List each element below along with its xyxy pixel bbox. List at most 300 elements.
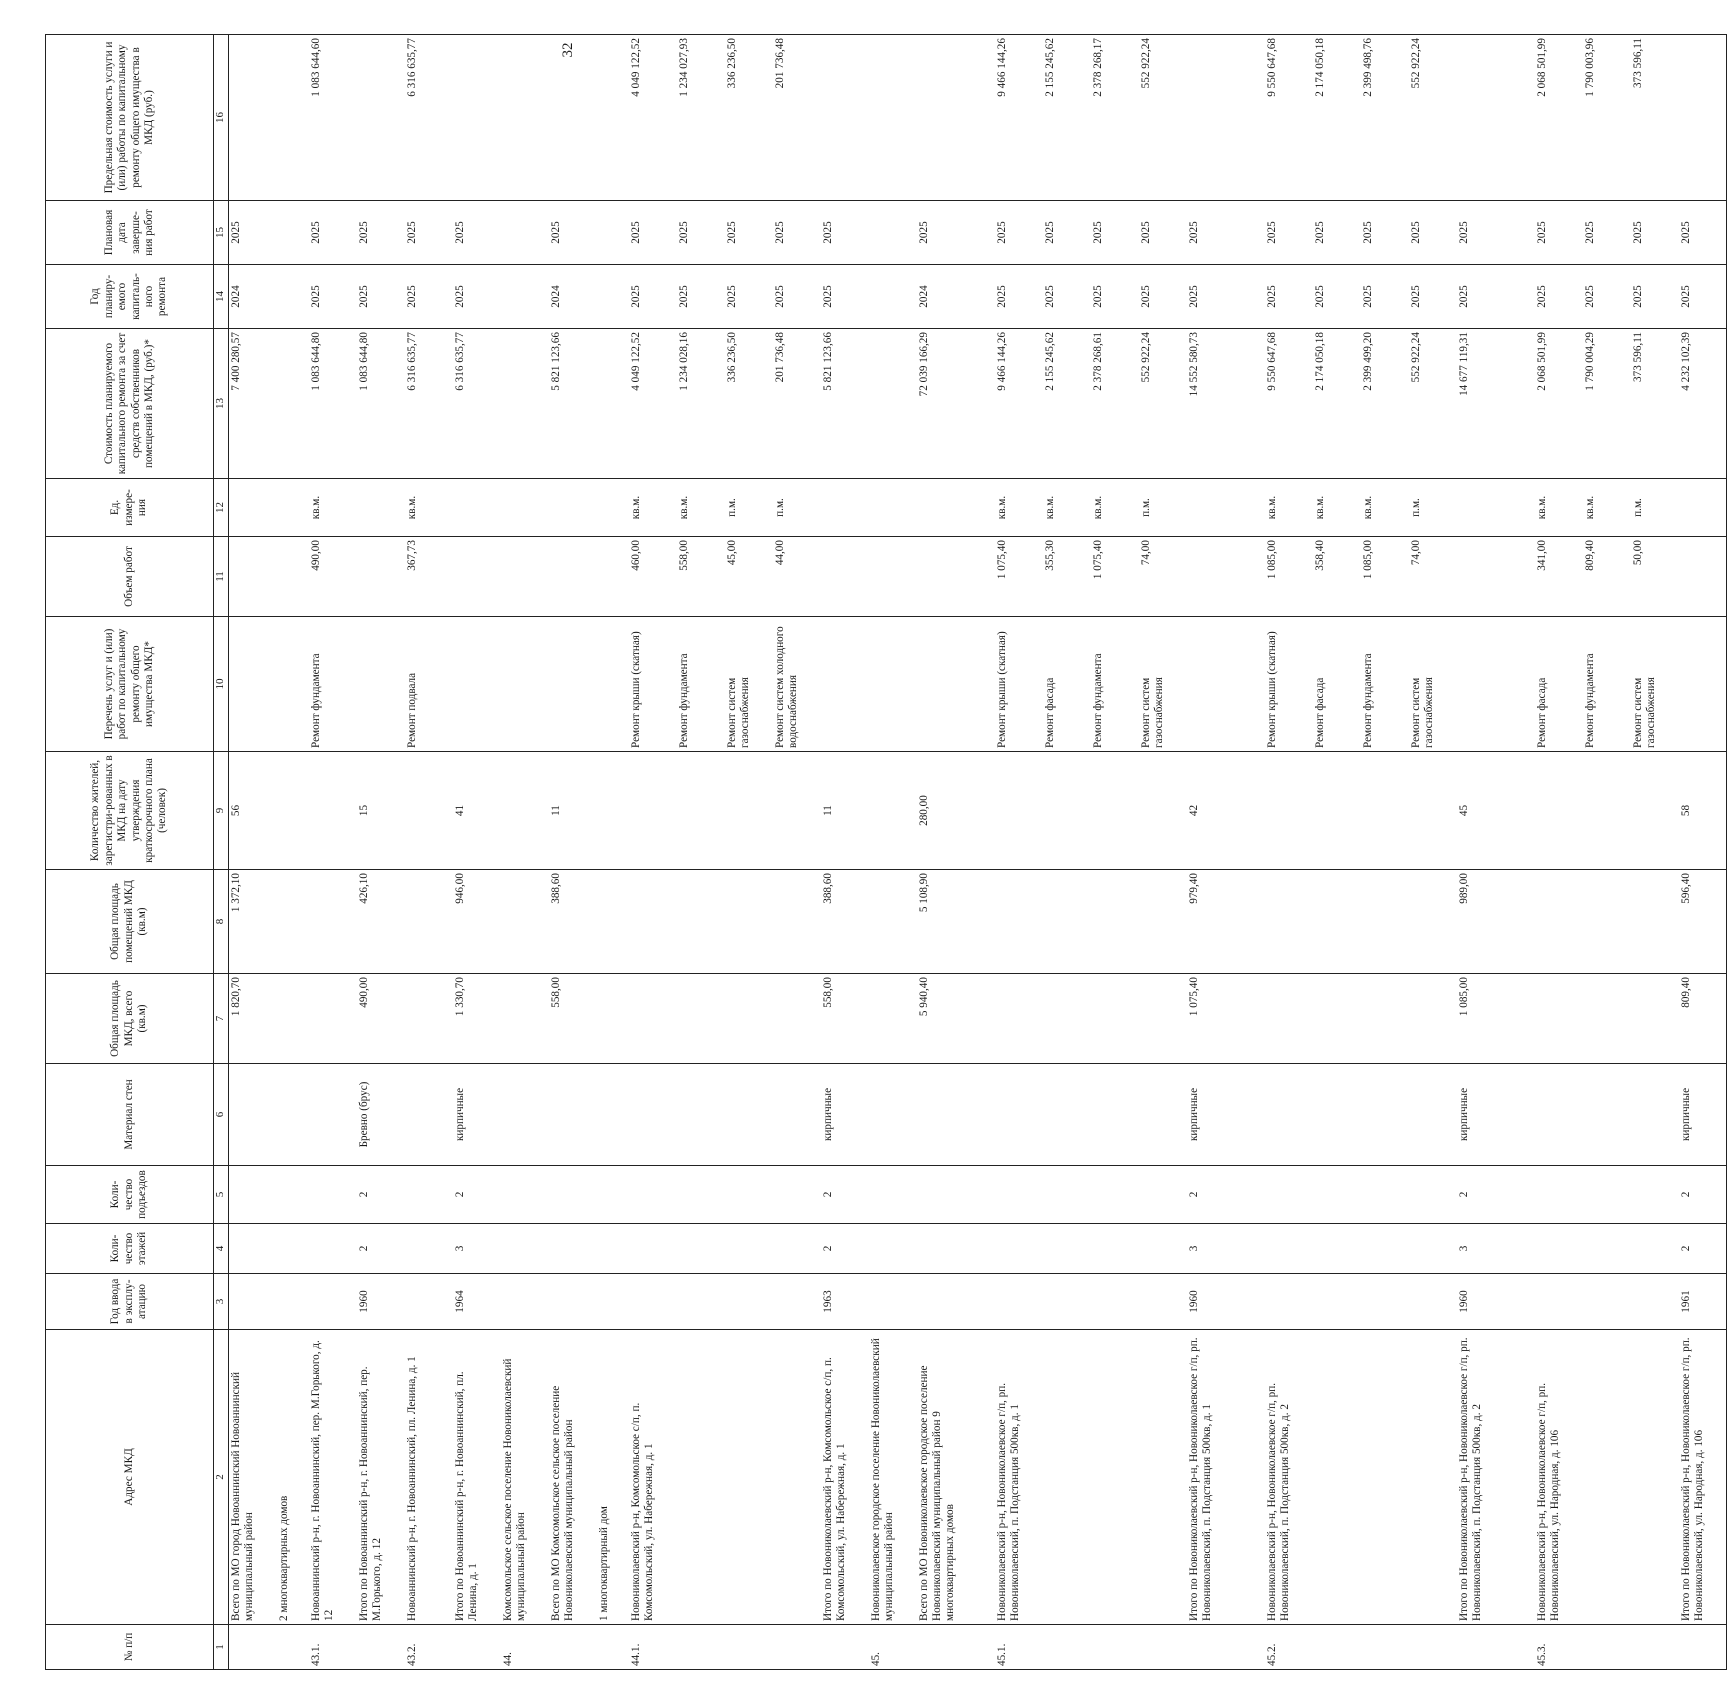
- cell-col-15: 2025: [1457, 201, 1535, 265]
- cell-col-3: [677, 1274, 725, 1330]
- cell-col-5: 2: [1457, 1166, 1535, 1224]
- cell-col-2: Комсомольское сельское поселение Новониколаевский муниципальный район: [501, 1330, 549, 1625]
- cell-col-8: [869, 870, 917, 974]
- cell-col-4: [1535, 1224, 1583, 1274]
- cell-col-9: [597, 752, 629, 870]
- column-number: 6: [214, 1064, 229, 1166]
- column-number: 16: [214, 35, 229, 201]
- cell-col-1: 45.3.: [1535, 1625, 1583, 1670]
- cell-col-10: [869, 617, 917, 752]
- cell-col-7: [1535, 974, 1583, 1064]
- cell-col-11: 1 075,40: [995, 537, 1043, 617]
- table-row: [917, 35, 995, 1670]
- cell-col-1: [453, 1625, 501, 1670]
- cell-col-6: [917, 1064, 995, 1166]
- table-row: [453, 35, 501, 1670]
- cell-col-8: 979,40: [1187, 870, 1265, 974]
- cell-col-6: [995, 1064, 1043, 1166]
- cell-col-4: [405, 1224, 453, 1274]
- cell-col-14: [597, 265, 629, 329]
- cell-col-1: 44.: [501, 1625, 549, 1670]
- cell-col-14: 2025: [1679, 265, 1727, 329]
- cell-col-13: 4 232 102,39: [1679, 329, 1727, 479]
- cell-col-13: 2 378 268,61: [1091, 329, 1139, 479]
- cell-col-7: [501, 974, 549, 1064]
- cell-col-10: Ремонт систем газоснабжения: [1139, 617, 1187, 752]
- cell-col-3: [725, 1274, 773, 1330]
- cell-col-12: п.м.: [773, 479, 821, 537]
- cell-col-2: Новониколаевский р-н, Новониколаевское г/п, рп. Новониколаевский, п. Подстанция 500кв, д. 2: [1265, 1330, 1313, 1625]
- table-row: [1679, 35, 1727, 1670]
- cell-col-3: [597, 1274, 629, 1330]
- cell-col-6: [1265, 1064, 1313, 1166]
- cell-col-5: 2: [821, 1166, 869, 1224]
- cell-col-15: 2025: [1361, 201, 1409, 265]
- cell-col-15: 2025: [1679, 201, 1727, 265]
- cell-col-4: [277, 1224, 309, 1274]
- cell-col-6: [629, 1064, 677, 1166]
- cell-col-3: [549, 1274, 597, 1330]
- table-row: [277, 35, 309, 1670]
- cell-col-9: [277, 752, 309, 870]
- table-row: [1535, 35, 1583, 1670]
- cell-col-14: 2025: [773, 265, 821, 329]
- cell-col-14: 2025: [1361, 265, 1409, 329]
- cell-col-10: Ремонт фасада: [1313, 617, 1361, 752]
- table-row: [1361, 35, 1409, 1670]
- column-header: Перечень услуг и (или) работ по капитальному ремонту общего имущества МКД*: [46, 617, 214, 752]
- table-row: [725, 35, 773, 1670]
- cell-col-11: 50,00: [1631, 537, 1679, 617]
- cell-col-13: 14 677 119,31: [1457, 329, 1535, 479]
- cell-col-6: [1583, 1064, 1631, 1166]
- cell-col-1: [229, 1625, 277, 1670]
- cell-col-6: [549, 1064, 597, 1166]
- column-number: 5: [214, 1166, 229, 1224]
- cell-col-12: п.м.: [1631, 479, 1679, 537]
- cell-col-10: Ремонт фасада: [1043, 617, 1091, 752]
- cell-col-5: [1535, 1166, 1583, 1224]
- cell-col-8: [1535, 870, 1583, 974]
- cell-col-3: [405, 1274, 453, 1330]
- cell-col-14: [501, 265, 549, 329]
- cell-col-13: 7 400 280,57: [229, 329, 277, 479]
- cell-col-13: 373 596,11: [1631, 329, 1679, 479]
- cell-col-12: п.м.: [1409, 479, 1457, 537]
- cell-col-3: [1583, 1274, 1631, 1330]
- cell-col-15: 2025: [1043, 201, 1091, 265]
- cell-col-6: [597, 1064, 629, 1166]
- cell-col-4: [309, 1224, 357, 1274]
- cell-col-1: 45.1.: [995, 1625, 1043, 1670]
- capital-repair-table: [45, 34, 1727, 1670]
- cell-col-5: [1631, 1166, 1679, 1224]
- cell-col-12: [821, 479, 869, 537]
- cell-col-7: 1 075,40: [1187, 974, 1265, 1064]
- cell-col-1: [549, 1625, 597, 1670]
- table-row: [309, 35, 357, 1670]
- cell-col-5: [677, 1166, 725, 1224]
- cell-col-3: [995, 1274, 1043, 1330]
- cell-col-1: [1091, 1625, 1139, 1670]
- cell-col-16: 336 236,50: [725, 35, 773, 201]
- cell-col-14: 2024: [917, 265, 995, 329]
- cell-col-12: кв.м.: [1091, 479, 1139, 537]
- cell-col-1: [1313, 1625, 1361, 1670]
- cell-col-15: [501, 201, 549, 265]
- cell-col-13: 2 155 245,62: [1043, 329, 1091, 479]
- cell-col-12: [917, 479, 995, 537]
- cell-col-2: Всего по МО Комсомольское сельское поселение Новониколаевский муниципальный район: [549, 1330, 597, 1625]
- column-number: 4: [214, 1224, 229, 1274]
- cell-col-14: 2025: [1091, 265, 1139, 329]
- cell-col-4: [1265, 1224, 1313, 1274]
- cell-col-11: 74,00: [1409, 537, 1457, 617]
- cell-col-13: 2 399 499,20: [1361, 329, 1409, 479]
- cell-col-13: 9 466 144,26: [995, 329, 1043, 479]
- cell-col-2: [1043, 1330, 1091, 1625]
- cell-col-8: [1313, 870, 1361, 974]
- cell-col-8: [1361, 870, 1409, 974]
- cell-col-9: 58: [1679, 752, 1727, 870]
- cell-col-10: Ремонт подвала: [405, 617, 453, 752]
- cell-col-10: [549, 617, 597, 752]
- table-row: [1091, 35, 1139, 1670]
- cell-col-4: 3: [453, 1224, 501, 1274]
- cell-col-1: 45.2.: [1265, 1625, 1313, 1670]
- cell-col-16: 9 466 144,26: [995, 35, 1043, 201]
- cell-col-2: Итого по Новониколаевский р-н, Новониколаевское г/п, рп. Новониколаевский, ул. Народная, д. 106: [1679, 1330, 1727, 1625]
- cell-col-8: [1583, 870, 1631, 974]
- cell-col-11: 358,40: [1313, 537, 1361, 617]
- cell-col-5: [277, 1166, 309, 1224]
- cell-col-6: [1409, 1064, 1457, 1166]
- cell-col-5: [1409, 1166, 1457, 1224]
- cell-col-4: [597, 1224, 629, 1274]
- header-row: [46, 35, 214, 1670]
- cell-col-14: 2025: [1043, 265, 1091, 329]
- cell-col-16: [501, 35, 549, 201]
- cell-col-2: [1409, 1330, 1457, 1625]
- cell-col-14: 2025: [405, 265, 453, 329]
- cell-col-14: 2025: [357, 265, 405, 329]
- column-header: Предельная стоимость услуги и (или) работы по капитальному ремонту общего имущества в МКД (руб.): [46, 35, 214, 201]
- column-number: 12: [214, 479, 229, 537]
- cell-col-4: [1631, 1224, 1679, 1274]
- cell-col-4: [917, 1224, 995, 1274]
- cell-col-13: 6 316 635,77: [453, 329, 501, 479]
- cell-col-14: 2025: [1409, 265, 1457, 329]
- cell-col-14: [869, 265, 917, 329]
- cell-col-12: кв.м.: [677, 479, 725, 537]
- cell-col-10: [821, 617, 869, 752]
- cell-col-6: кирпичные: [1187, 1064, 1265, 1166]
- cell-col-3: [1535, 1274, 1583, 1330]
- cell-col-10: Ремонт систем газоснабжения: [725, 617, 773, 752]
- cell-col-1: [725, 1625, 773, 1670]
- cell-col-16: [229, 35, 277, 201]
- cell-col-16: [453, 35, 501, 201]
- cell-col-11: [1457, 537, 1535, 617]
- cell-col-3: [309, 1274, 357, 1330]
- cell-col-1: [1361, 1625, 1409, 1670]
- cell-col-3: [1313, 1274, 1361, 1330]
- cell-col-11: [1679, 537, 1727, 617]
- cell-col-14: 2025: [725, 265, 773, 329]
- cell-col-10: Ремонт систем газоснабжения: [1409, 617, 1457, 752]
- cell-col-4: [1583, 1224, 1631, 1274]
- cell-col-15: [869, 201, 917, 265]
- cell-col-8: 989,00: [1457, 870, 1535, 974]
- cell-col-16: 9 550 647,68: [1265, 35, 1313, 201]
- cell-col-1: [1409, 1625, 1457, 1670]
- cell-col-7: [677, 974, 725, 1064]
- cell-col-11: 460,00: [629, 537, 677, 617]
- cell-col-15: 2025: [549, 201, 597, 265]
- cell-col-14: 2025: [1265, 265, 1313, 329]
- cell-col-16: 201 736,48: [773, 35, 821, 201]
- column-number: 10: [214, 617, 229, 752]
- column-header: Ед. измере-ния: [46, 479, 214, 537]
- cell-col-8: [1139, 870, 1187, 974]
- cell-col-3: [277, 1274, 309, 1330]
- cell-col-7: [1043, 974, 1091, 1064]
- cell-col-5: 2: [357, 1166, 405, 1224]
- cell-col-14: 2025: [821, 265, 869, 329]
- column-header: Адрес МКД: [46, 1330, 214, 1625]
- cell-col-12: [357, 479, 405, 537]
- cell-col-11: [357, 537, 405, 617]
- cell-col-1: 45.: [869, 1625, 917, 1670]
- cell-col-11: [549, 537, 597, 617]
- cell-col-6: [1313, 1064, 1361, 1166]
- cell-col-8: [501, 870, 549, 974]
- cell-col-8: [1043, 870, 1091, 974]
- cell-col-1: [821, 1625, 869, 1670]
- cell-col-5: [1361, 1166, 1409, 1224]
- cell-col-7: [773, 974, 821, 1064]
- table-row: [1265, 35, 1313, 1670]
- cell-col-5: 2: [453, 1166, 501, 1224]
- cell-col-16: 2 399 498,76: [1361, 35, 1409, 201]
- cell-col-6: [405, 1064, 453, 1166]
- cell-col-3: [773, 1274, 821, 1330]
- cell-col-12: кв.м.: [1043, 479, 1091, 537]
- cell-col-4: [1361, 1224, 1409, 1274]
- cell-col-6: [309, 1064, 357, 1166]
- cell-col-10: Ремонт крыши (скатная): [995, 617, 1043, 752]
- cell-col-12: [229, 479, 277, 537]
- cell-col-5: [995, 1166, 1043, 1224]
- cell-col-10: Ремонт фундамента: [309, 617, 357, 752]
- column-header: Плановая дата заверше-ния работ: [46, 201, 214, 265]
- cell-col-6: [677, 1064, 725, 1166]
- cell-col-9: [725, 752, 773, 870]
- cell-col-4: [549, 1224, 597, 1274]
- column-number-row: [214, 35, 229, 1670]
- cell-col-6: Бревно (брус): [357, 1064, 405, 1166]
- cell-col-5: [1139, 1166, 1187, 1224]
- cell-col-12: [453, 479, 501, 537]
- cell-col-4: [229, 1224, 277, 1274]
- cell-col-14: 2025: [1631, 265, 1679, 329]
- column-header: Стоимость планируемого капитального ремонта за счет средств собственников помещений в МКД, (руб.)*: [46, 329, 214, 479]
- cell-col-5: [629, 1166, 677, 1224]
- column-number: 14: [214, 265, 229, 329]
- cell-col-12: [1457, 479, 1535, 537]
- cell-col-5: [405, 1166, 453, 1224]
- cell-col-2: Новониколаевский р-н, Новониколаевское г/п, рп. Новониколаевский, п. Подстанция 500кв, д. 1: [995, 1330, 1043, 1625]
- cell-col-11: [277, 537, 309, 617]
- table-row: [1043, 35, 1091, 1670]
- cell-col-4: [1043, 1224, 1091, 1274]
- cell-col-10: [917, 617, 995, 752]
- cell-col-5: [229, 1166, 277, 1224]
- cell-col-15: 2025: [725, 201, 773, 265]
- table-row: [549, 35, 597, 1670]
- cell-col-6: [229, 1064, 277, 1166]
- cell-col-9: [1265, 752, 1313, 870]
- cell-col-15: 2025: [405, 201, 453, 265]
- cell-col-13: 5 821 123,66: [549, 329, 597, 479]
- column-header: Год ввода в эксплу-атацию: [46, 1274, 214, 1330]
- cell-col-8: 5 108,90: [917, 870, 995, 974]
- cell-col-6: [277, 1064, 309, 1166]
- cell-col-4: [725, 1224, 773, 1274]
- cell-col-7: [597, 974, 629, 1064]
- cell-col-5: [725, 1166, 773, 1224]
- cell-col-10: Ремонт крыши (скатная): [1265, 617, 1313, 752]
- table-row: [1313, 35, 1361, 1670]
- cell-col-9: [1043, 752, 1091, 870]
- cell-col-3: [229, 1274, 277, 1330]
- cell-col-6: кирпичные: [1457, 1064, 1535, 1166]
- table-row: [405, 35, 453, 1670]
- cell-col-10: Ремонт фундамента: [1583, 617, 1631, 752]
- cell-col-8: [1265, 870, 1313, 974]
- cell-col-8: [1091, 870, 1139, 974]
- cell-col-3: [917, 1274, 995, 1330]
- cell-col-6: [1091, 1064, 1139, 1166]
- cell-col-14: [277, 265, 309, 329]
- cell-col-11: 1 085,00: [1265, 537, 1313, 617]
- cell-col-2: [1631, 1330, 1679, 1625]
- cell-col-16: 1 790 003,96: [1583, 35, 1631, 201]
- cell-col-11: [229, 537, 277, 617]
- cell-col-15: 2025: [1583, 201, 1631, 265]
- cell-col-16: 1 083 644,60: [309, 35, 357, 201]
- cell-col-2: Итого по Новониколаевский р-н, Новониколаевское г/п, рп. Новониколаевский, п. Подстанция 500кв, д. 1: [1187, 1330, 1265, 1625]
- cell-col-16: 2 155 245,62: [1043, 35, 1091, 201]
- cell-col-15: 2025: [995, 201, 1043, 265]
- cell-col-13: 1 790 004,29: [1583, 329, 1631, 479]
- cell-col-16: [869, 35, 917, 201]
- column-header: Год планиру-емого капиталь-ного ремонта: [46, 265, 214, 329]
- cell-col-14: 2025: [677, 265, 725, 329]
- cell-col-14: 2025: [453, 265, 501, 329]
- cell-col-12: [597, 479, 629, 537]
- cell-col-15: 2025: [1091, 201, 1139, 265]
- cell-col-3: 1960: [1457, 1274, 1535, 1330]
- cell-col-15: 2025: [309, 201, 357, 265]
- cell-col-10: [1187, 617, 1265, 752]
- cell-col-14: 2025: [1457, 265, 1535, 329]
- cell-col-12: [1187, 479, 1265, 537]
- cell-col-7: [1091, 974, 1139, 1064]
- cell-col-13: 1 083 644,80: [357, 329, 405, 479]
- cell-col-12: п.м.: [1139, 479, 1187, 537]
- cell-col-5: [1091, 1166, 1139, 1224]
- cell-col-4: 2: [821, 1224, 869, 1274]
- table-row: [1631, 35, 1679, 1670]
- cell-col-13: [501, 329, 549, 479]
- table-row: [677, 35, 725, 1670]
- cell-col-4: [629, 1224, 677, 1274]
- cell-col-16: [597, 35, 629, 201]
- cell-col-13: 2 068 501,99: [1535, 329, 1583, 479]
- cell-col-13: 2 174 050,18: [1313, 329, 1361, 479]
- cell-col-15: [277, 201, 309, 265]
- cell-col-4: [1313, 1224, 1361, 1274]
- cell-col-2: Новоаннинский р-н, г. Новоаннинский, пер. М.Горького, д. 12: [309, 1330, 357, 1625]
- cell-col-1: [917, 1625, 995, 1670]
- cell-col-9: 15: [357, 752, 405, 870]
- cell-col-8: [277, 870, 309, 974]
- cell-col-9: 11: [549, 752, 597, 870]
- cell-col-3: 1960: [1187, 1274, 1265, 1330]
- cell-col-3: 1964: [453, 1274, 501, 1330]
- cell-col-15: 2025: [1265, 201, 1313, 265]
- cell-col-12: кв.м.: [1583, 479, 1631, 537]
- cell-col-2: Всего по МО город Новоаннинский Новоаннинский муниципальный район: [229, 1330, 277, 1625]
- cell-col-9: 11: [821, 752, 869, 870]
- cell-col-6: [1139, 1064, 1187, 1166]
- cell-col-9: [309, 752, 357, 870]
- cell-col-5: [773, 1166, 821, 1224]
- cell-col-9: [1313, 752, 1361, 870]
- cell-col-7: [1361, 974, 1409, 1064]
- column-number: 15: [214, 201, 229, 265]
- cell-col-5: 2: [1679, 1166, 1727, 1224]
- cell-col-7: 5 940,40: [917, 974, 995, 1064]
- cell-col-16: 552 922,24: [1139, 35, 1187, 201]
- cell-col-9: 45: [1457, 752, 1535, 870]
- cell-col-2: [773, 1330, 821, 1625]
- cell-col-12: кв.м.: [1265, 479, 1313, 537]
- cell-col-7: 558,00: [549, 974, 597, 1064]
- cell-col-10: Ремонт фундамента: [677, 617, 725, 752]
- cell-col-8: 426,10: [357, 870, 405, 974]
- cell-col-6: кирпичные: [453, 1064, 501, 1166]
- cell-col-15: 2025: [629, 201, 677, 265]
- cell-col-14: 2025: [629, 265, 677, 329]
- table-row: [821, 35, 869, 1670]
- cell-col-9: [1091, 752, 1139, 870]
- cell-col-9: [1535, 752, 1583, 870]
- cell-col-13: 1 234 028,16: [677, 329, 725, 479]
- cell-col-14: 2025: [995, 265, 1043, 329]
- cell-col-13: 9 550 647,68: [1265, 329, 1313, 479]
- table-header: [46, 35, 229, 1670]
- cell-col-8: [677, 870, 725, 974]
- cell-col-1: 44.1.: [629, 1625, 677, 1670]
- cell-col-13: 552 922,24: [1409, 329, 1457, 479]
- table-row: [995, 35, 1043, 1670]
- cell-col-13: 4 049 122,52: [629, 329, 677, 479]
- table-row: [1139, 35, 1187, 1670]
- cell-col-10: [357, 617, 405, 752]
- cell-col-12: [549, 479, 597, 537]
